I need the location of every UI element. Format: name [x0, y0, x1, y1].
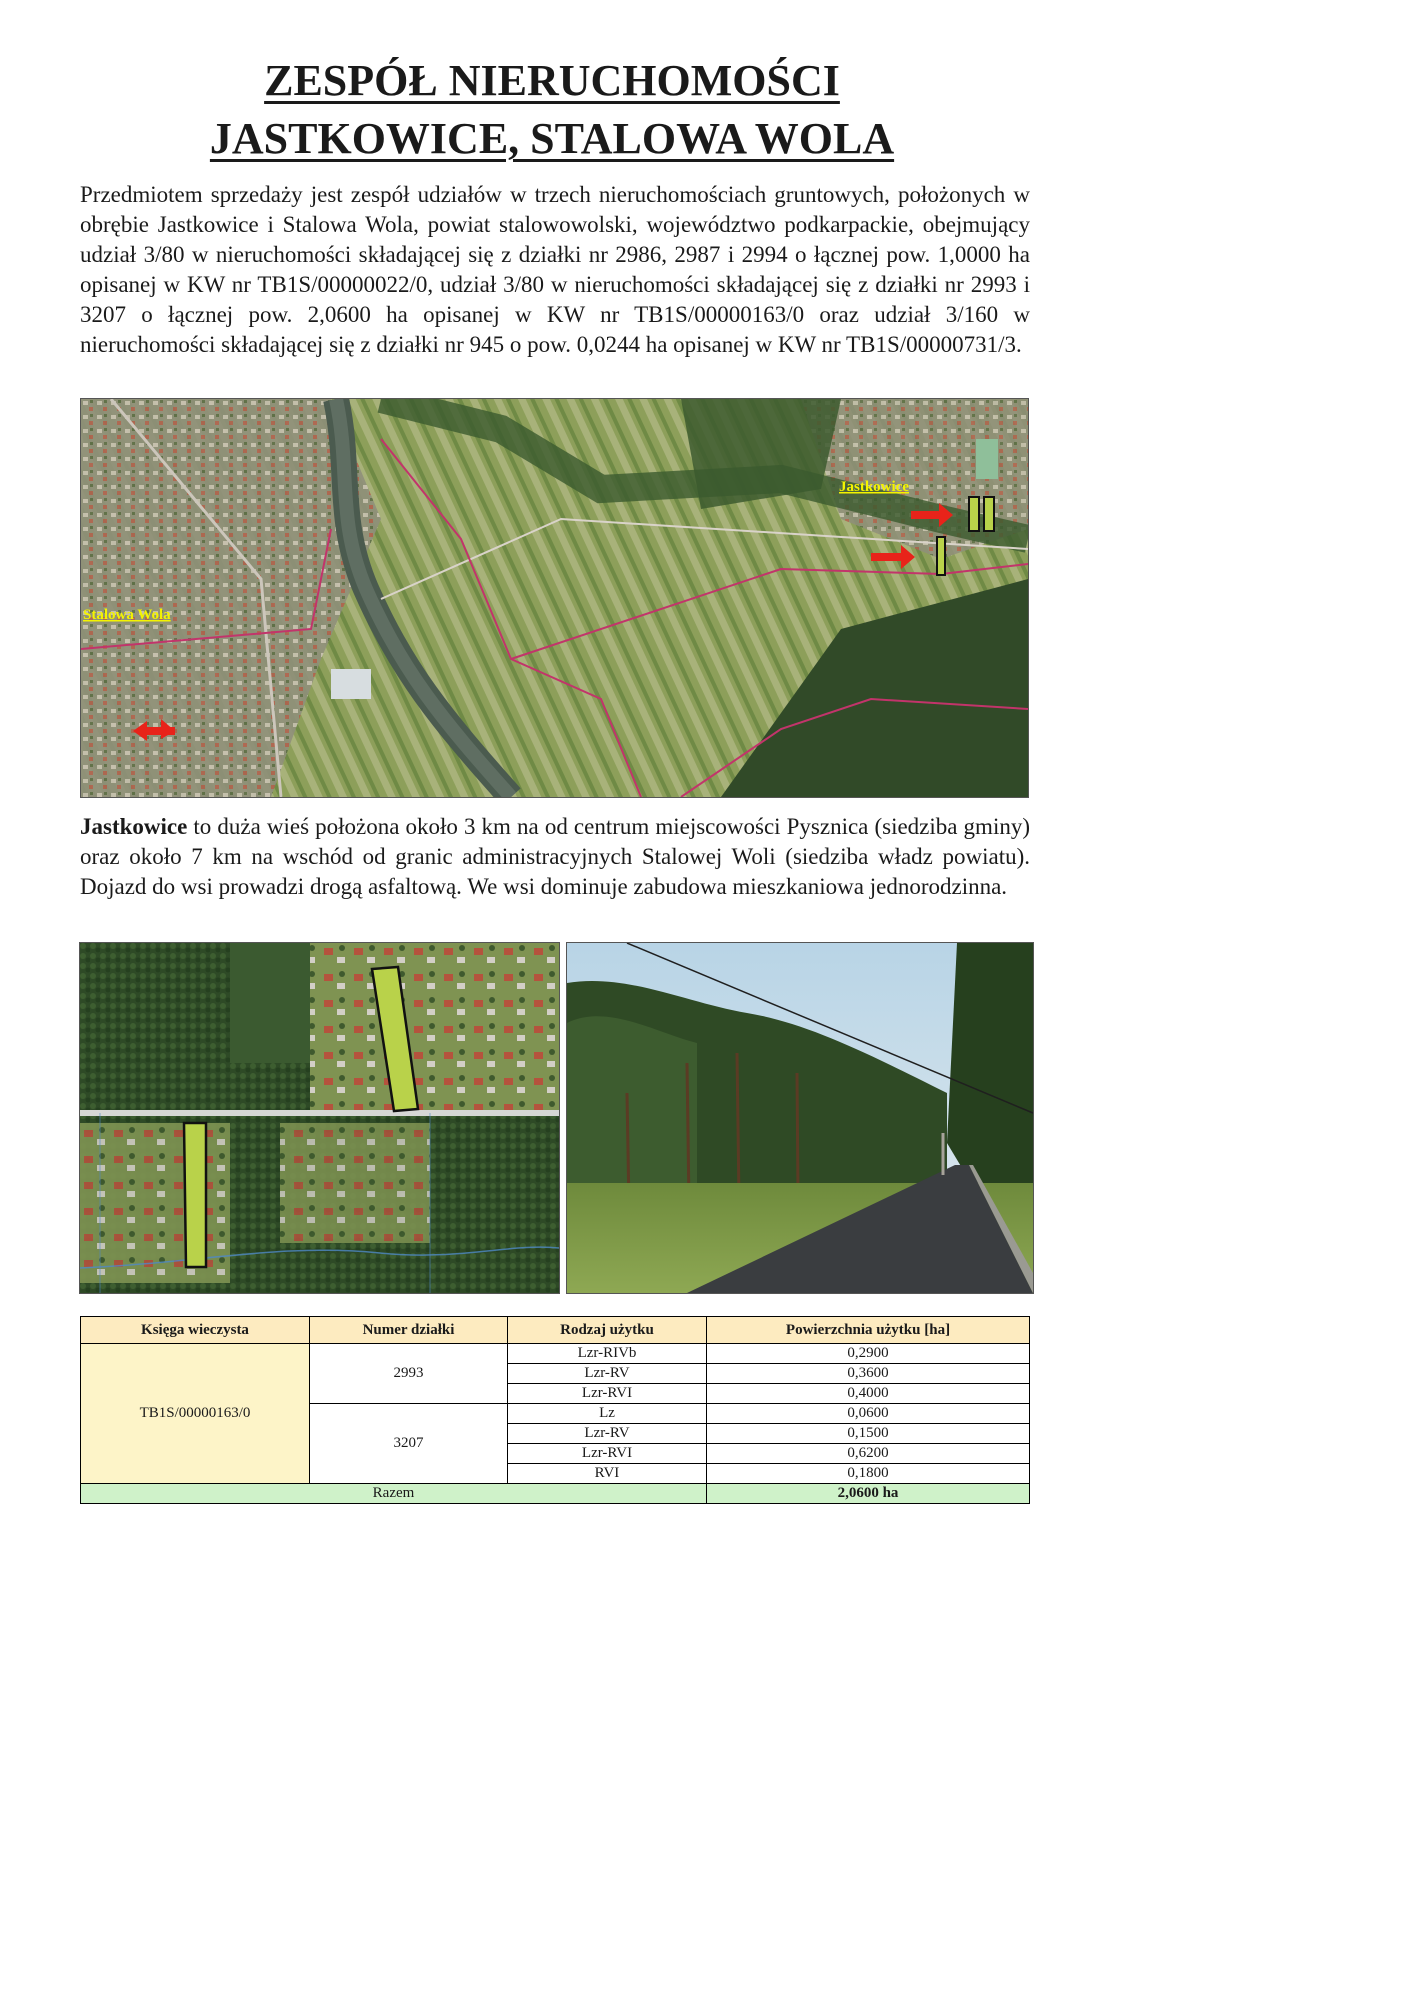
map-label-stalowa-wola: Stalowa Wola: [83, 607, 171, 623]
area-cell: 0,3600: [707, 1364, 1030, 1384]
map-label-jastkowice: Jastkowice: [839, 479, 909, 495]
use-type-cell: Lzr-RVI: [508, 1444, 707, 1464]
land-use-table: [80, 1316, 1030, 1504]
use-type-cell: Lzr-RVI: [508, 1384, 707, 1404]
use-type-cell: Lzr-RV: [508, 1424, 707, 1444]
parcel-aerial-map: [79, 942, 560, 1294]
overview-aerial-map: [80, 398, 1029, 798]
column-header-use-type: Rodzaj użytku: [508, 1317, 707, 1344]
table-header-row: [81, 1317, 1030, 1344]
parcel-number-cell: 2993: [310, 1344, 508, 1404]
intro-paragraph: Przedmiotem sprzedaży jest zespół udziałów w trzech nieruchomościach gruntowych, położonych w obrębie Jastkowice i Stalowa Wola, powiat stalowowolski, województwo podkarpackie, obejmujący udział 3/80 w nieruchomości składającej się z działki nr 2986, 2987 i 2994 o łącznej pow. 1,0000 ha opisanej w KW nr TB1S/00000022/0, udział 3/80 w nieruchomości składającej się z działki nr 2993 i 3207 o łącznej pow. 2,0600 ha opisanej w KW nr TB1S/00000163/0 oraz udział 3/160 w nieruchomości składającej się z działki nr 945 o pow. 0,0244 ha opisanej w KW nr TB1S/00000731/3.: [80, 182, 1030, 357]
column-header-area: Powierzchnia użytku [ha]: [707, 1317, 1030, 1344]
use-type-cell: Lzr-RIVb: [508, 1344, 707, 1364]
road-photo: [566, 942, 1034, 1294]
kw-number-cell: TB1S/00000163/0: [81, 1344, 310, 1484]
parcel-outline-3207: [184, 1123, 206, 1267]
use-type-cell: Lz: [508, 1404, 707, 1424]
area-cell: 0,0600: [707, 1404, 1030, 1424]
document-title-line-1: ZESPÓŁ NIERUCHOMOŚCI: [264, 56, 840, 105]
column-header-parcel-number: Numer działki: [310, 1317, 508, 1344]
table-sum-row: [81, 1484, 1030, 1504]
table-row: [81, 1344, 1030, 1364]
description-bold-name: Jastkowice: [80, 814, 188, 839]
sum-label-cell: Razem: [81, 1484, 707, 1504]
area-cell: 0,6200: [707, 1444, 1030, 1464]
area-cell: 0,1800: [707, 1464, 1030, 1484]
description-paragraph: [80, 812, 1030, 902]
area-cell: 0,2900: [707, 1344, 1030, 1364]
document-title-line-2: JASTKOWICE, STALOWA WOLA: [209, 114, 895, 163]
use-type-cell: Lzr-RV: [508, 1364, 707, 1384]
use-type-cell: RVI: [508, 1464, 707, 1484]
description-text: to duża wieś położona około 3 km na od centrum miejscowości Pysznica (siedziba gminy) oraz około 7 km na wschód od granic administracyjnych Stalowej Woli (siedziba władz powiatu). Dojazd do wsi prowadzi drogą asfaltową. We wsi dominuje zabudowa mieszkaniowa jednorodzinna.: [80, 814, 1030, 899]
area-cell: 0,4000: [707, 1384, 1030, 1404]
sum-value-cell: 2,0600 ha: [707, 1484, 1030, 1504]
area-cell: 0,1500: [707, 1424, 1030, 1444]
column-header-kw: Księga wieczysta: [81, 1317, 310, 1344]
parcel-number-cell: 3207: [310, 1404, 508, 1484]
